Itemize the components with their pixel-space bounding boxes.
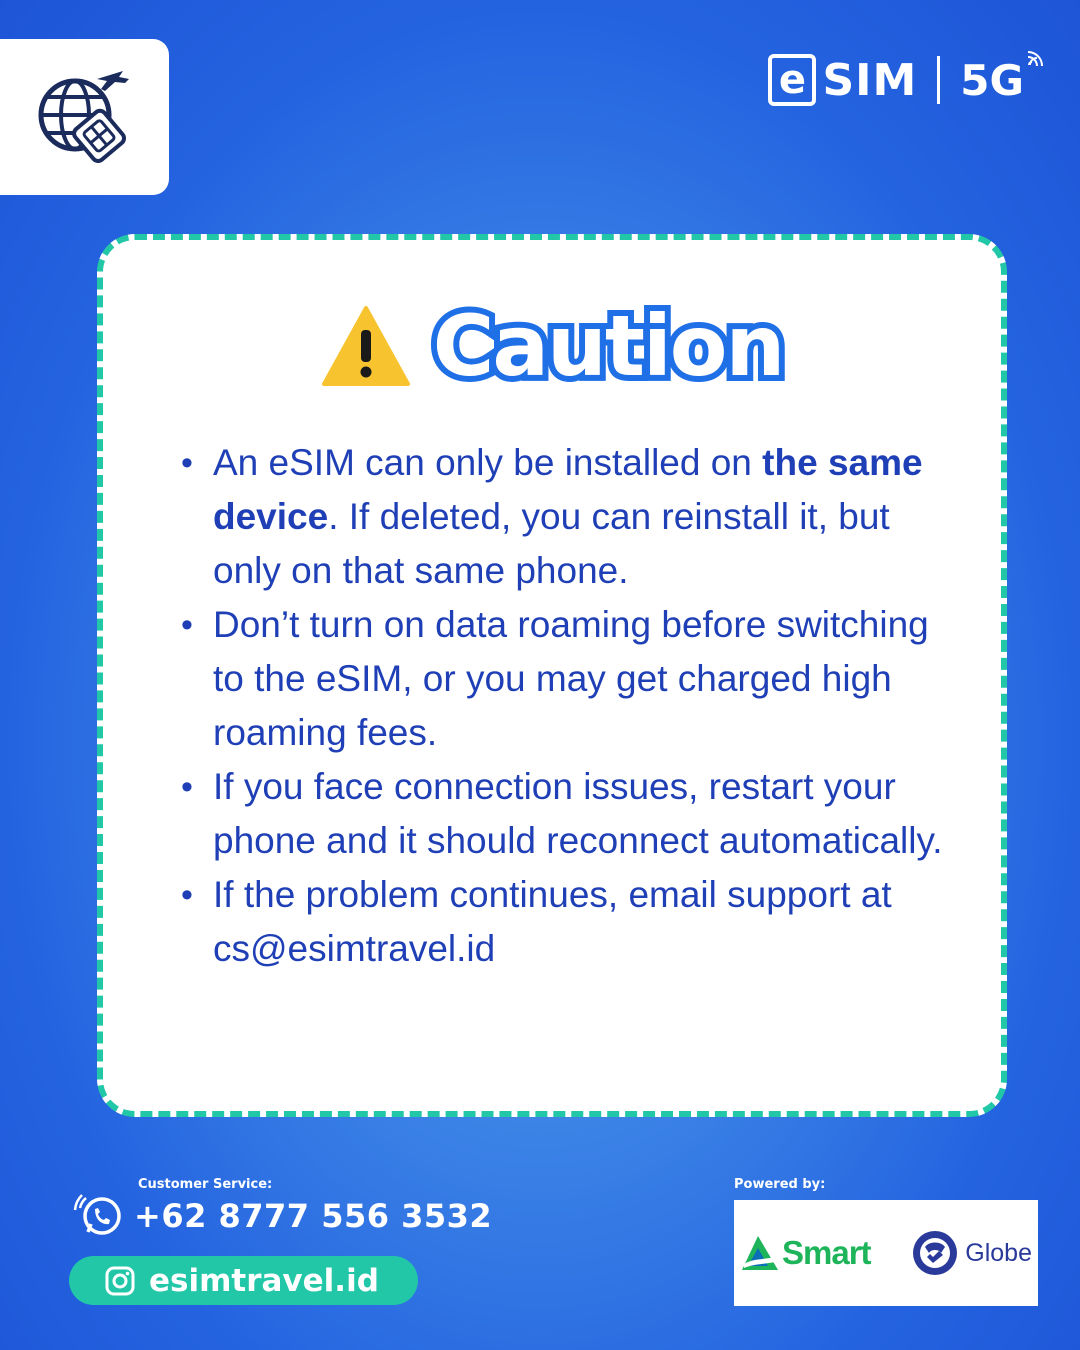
smart-logo bbox=[740, 1234, 871, 1272]
bullet-text: If the problem continues, email support at cs@esimtravel.id bbox=[213, 874, 892, 969]
powered-by-label: Powered by: bbox=[734, 1177, 826, 1192]
esim-logo bbox=[768, 54, 917, 106]
website-text: esimtravel.id bbox=[149, 1262, 379, 1299]
partner-logos bbox=[734, 1200, 1038, 1306]
globe-logo-icon bbox=[911, 1229, 959, 1277]
smart-logo-icon bbox=[740, 1234, 780, 1272]
bullet-text: If you face connection issues, restart your phone and it should reconnect automatically. bbox=[213, 766, 943, 861]
whatsapp-icon bbox=[72, 1192, 128, 1240]
bullet-emphasis: the same device bbox=[213, 442, 923, 537]
globe-logo bbox=[911, 1229, 1032, 1277]
esim-logo-letter: e bbox=[768, 54, 816, 106]
customer-service-label: Customer Service: bbox=[138, 1177, 273, 1192]
brand-header bbox=[768, 52, 1040, 108]
signal-icon bbox=[1026, 50, 1044, 68]
list-item bbox=[175, 598, 965, 760]
list-item bbox=[175, 436, 965, 598]
bullet-text: An eSIM can only be installed on bbox=[213, 442, 763, 483]
website-link[interactable] bbox=[69, 1256, 418, 1305]
esim-logo-text: SIM bbox=[822, 54, 918, 106]
caution-header bbox=[103, 297, 1001, 395]
caution-list bbox=[175, 436, 965, 976]
customer-service-contact[interactable] bbox=[72, 1192, 492, 1240]
bullet-text: Don’t turn on data roaming before switching to the eSIM, or you may get charged high roaming fees. bbox=[213, 604, 929, 753]
caution-title: Caution bbox=[432, 297, 784, 395]
caution-card bbox=[97, 234, 1007, 1117]
brand-divider bbox=[937, 56, 940, 104]
list-item bbox=[175, 760, 965, 868]
phone-number[interactable]: +62 8777 556 3532 bbox=[134, 1197, 493, 1235]
globe-plane-sim-icon bbox=[35, 67, 135, 167]
instagram-icon bbox=[105, 1266, 135, 1296]
globe-logo-text: Globe bbox=[965, 1238, 1032, 1267]
smart-logo-text: Smart bbox=[782, 1234, 871, 1271]
network-badge bbox=[960, 56, 1040, 105]
network-label: 5G bbox=[960, 55, 1024, 105]
bullet-text: . If deleted, you can reinstall it, but only on that same phone. bbox=[213, 496, 890, 591]
app-logo bbox=[0, 39, 169, 195]
warning-icon bbox=[321, 304, 411, 388]
list-item bbox=[175, 868, 965, 976]
